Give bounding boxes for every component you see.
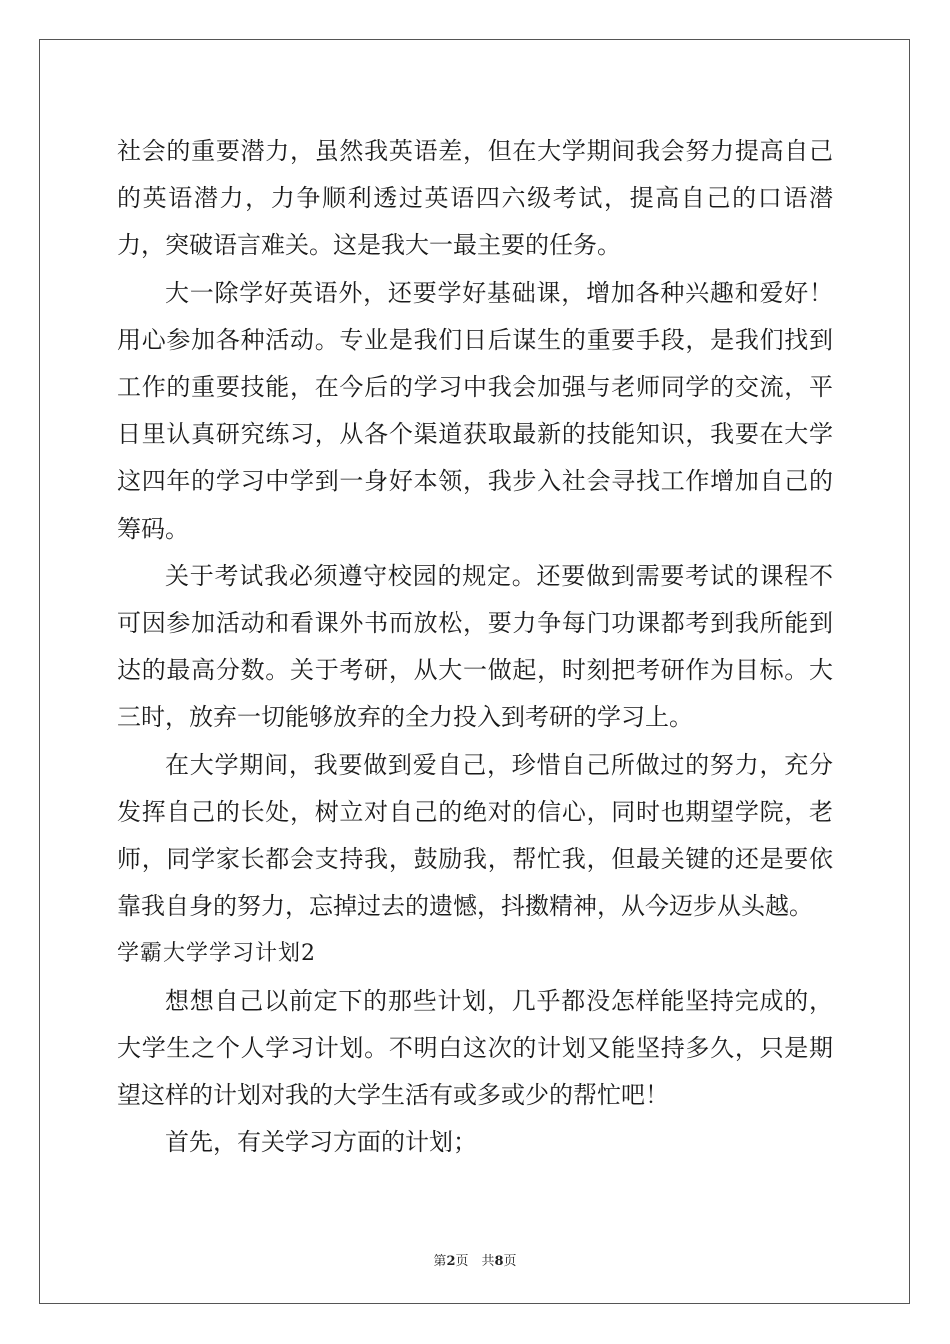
paragraph-5: 想想自己以前定下的那些计划，几乎都没怎样能坚持完成的，大学生之个人学习计划。不明白这次的计划又能坚持多久，只是期望这样的计划对我的大学生活有或多或少的帮忙吧！ — [117, 986, 833, 1110]
page-prefix: 第 — [433, 1254, 447, 1269]
section-heading: 学霸大学学习计划2 — [117, 941, 316, 967]
current-page-number: 2 — [446, 1254, 456, 1269]
paragraph-3: 关于考试我必须遵守校园的规定。还要做到需要考试的课程不可因参加活动和看课外书而放松，要力争每门功课都考到我所能到达的最高分数。关于考研，从大一做起，时刻把考研作为目标。大三时，放弃一切能够放弃的全力投入到考研的学习上。 — [117, 561, 833, 732]
paragraph-2: 大一除学好英语外，还要学好基础课，增加各种兴趣和爱好！用心参加各种活动。专业是我们日后谋生的重要手段，是我们找到工作的重要技能，在今后的学习中我会加强与老师同学的交流，平日里认真研究练习，从各个渠道获取最新的技能知识，我要在大学这四年的学习中学到一身好本领，我步入社会寻找工作增加自己的筹码。 — [117, 278, 833, 543]
paragraph-6: 首先，有关学习方面的计划； — [165, 1128, 477, 1157]
page-mid: 页 共 — [455, 1254, 495, 1269]
total-page-number: 8 — [494, 1254, 504, 1269]
page-suffix: 页 — [503, 1254, 517, 1269]
paragraph-4: 在大学期间，我要做到爱自己，珍惜自己所做过的努力，充分发挥自己的长处，树立对自己的绝对的信心，同时也期望学院，老师，同学家长都会支持我，鼓励我，帮忙我，但最关键的还是要依靠我自身的努力，忘掉过去的遗憾，抖擞精神，从今迈步从头越。 — [117, 750, 833, 921]
paragraph-1: 社会的重要潜力，虽然我英语差，但在大学期间我会努力提高自己的英语潜力，力争顺利透过英语四六级考试，提高自己的口语潜力，突破语言难关。这是我大一最主要的任务。 — [117, 137, 833, 260]
page-footer — [0, 1250, 950, 1269]
document-body — [117, 128, 833, 1166]
